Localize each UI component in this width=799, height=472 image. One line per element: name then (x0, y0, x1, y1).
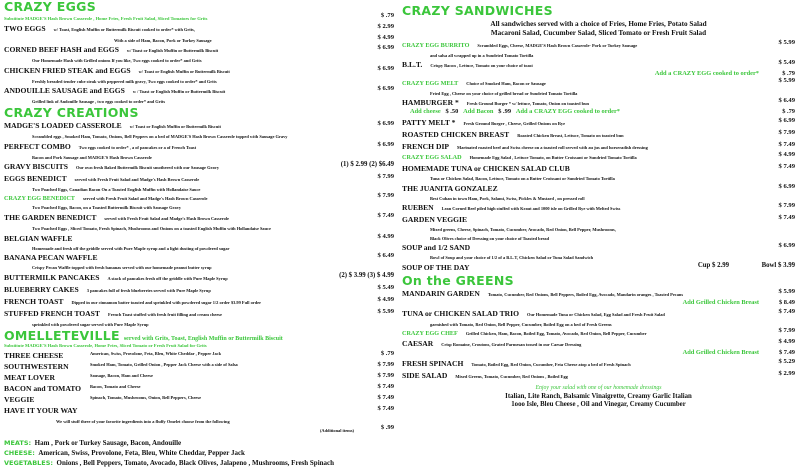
menu-item (4, 193, 394, 203)
sandwich-intro-line-2: Macaroni Salad, Cucumber Salad, Sliced Tomato or Fresh Fruit Salad (490, 29, 707, 37)
item-name: TWO EGGS (4, 23, 46, 33)
section-title: OMELLETEVILLE (4, 328, 120, 344)
sandwich-intro-line-1: All sandwiches served with a choice of Fries, Home Fries, Potato Salad (490, 20, 707, 28)
add-on-row (402, 299, 795, 307)
item-detail: Our Homemade Hash with Grilled onions If you like, Two eggs cooked to order* and Grits (32, 58, 202, 64)
item-size-prices: (1) $ 2.99 (2) $6.49 (340, 161, 394, 169)
menu-item (402, 116, 795, 128)
cup-price: Cup $ 2.99 (697, 261, 729, 269)
item-name: BUTTERMILK PANCAKES (4, 272, 100, 282)
item-price: $ 4.99 (778, 151, 795, 159)
item-detail: Fried Egg , Cheese on your choice of grilled bread or Sundried Tomato Tortilla (430, 90, 578, 96)
item-price: $ 5.99 (778, 287, 795, 295)
item-detail-row (4, 34, 394, 44)
item-price: $ 5.49 (778, 59, 795, 67)
section-omelletteville (4, 329, 394, 435)
item-name: B.L.T. (402, 60, 423, 70)
item-description: Our Homemade Tuna or Chicken Salad, Egg Salad and Fresh Fruit Salad (527, 311, 665, 317)
item-name: CORNED BEEF HASH and EGGS (4, 45, 119, 55)
ingredient-label: VEGETABLES: (4, 459, 54, 468)
item-price: $ .79 (380, 12, 394, 19)
item-price: $ 7.49 (778, 307, 795, 315)
item-price: $ 6.49 (778, 97, 795, 105)
item-name: GRAVY BISCUITS (4, 162, 68, 172)
item-price: $ 4.99 (778, 338, 795, 346)
item-price: $ 7.49 (377, 382, 394, 390)
item-description: Tomato, Cucumber, Red Onions, Bell Peppers, Boiled Egg, Avocado, Mandarin oranges , Toasted Pecans (487, 291, 684, 297)
menu-item (402, 201, 795, 213)
item-name: RUEBEN (402, 203, 434, 213)
item-detail: Homemade and fresh off the griddle served with Pure Maple syrup and a light dusting of powdered sugar (32, 245, 230, 251)
item-description: served with Fresh Fruit Salad and Madge's Hash Brown Casserole (74, 177, 200, 183)
item-price: $ 2.99 (377, 22, 394, 30)
item-name: THE GARDEN BENEDICT (4, 212, 97, 222)
ingredient-list: American, Swiss, Provolone, Feta, Bleu, White Cheddar, Pepper Jack (38, 449, 245, 458)
menu-item (402, 140, 795, 152)
section-subtitle: Substitute MADGE'S Hash Brown Casserole , Home Fries, Fresh Fruit Salad, Sliced Tomatoes for Grits (4, 16, 208, 21)
section-crazy-eggs (4, 0, 394, 105)
item-price: $ 7.49 (377, 393, 394, 401)
section-title-suffix: served with Grits, Toast, English Muffin or Buttermilk Biscuit (123, 336, 283, 343)
item-price: $ 7.99 (377, 360, 394, 368)
item-price: $ 6.49 (377, 252, 394, 260)
section-title: On the GREENS (402, 272, 514, 288)
item-price: $ 7.99 (377, 173, 394, 181)
item-price: $ 7.49 (377, 211, 394, 219)
item-detail: Two Poached Eggs , Sliced Tomato, Fresh Spinach, Mushrooms and Onions on a toasted English Muffin with Hollandaise Sauce (32, 225, 271, 231)
menu-item (4, 232, 394, 243)
add-bacon-label: Add Bacon (463, 108, 494, 116)
item-detail-row (402, 252, 795, 261)
item-name: BACON and TOMATO (4, 383, 82, 393)
item-name: EGGS BENEDICT (4, 174, 67, 184)
item-description: w / Toast or English Muffin or Buttermilk Biscuit (132, 89, 226, 95)
item-price: $ 2.99 (778, 370, 795, 378)
menu-item (402, 357, 795, 369)
item-detail-row (402, 193, 795, 202)
add-egg-label: Add a CRAZY EGG cooked to order* (515, 108, 620, 116)
item-name: MEAT LOVER (4, 372, 55, 382)
item-description: Mixed Greens, Tomato, Cucumber, Red Onions , Boiled Egg (455, 374, 568, 380)
item-name: MANDARIN GARDEN (402, 288, 480, 298)
add-on-label: Add Grilled Chicken Breast (682, 298, 759, 306)
item-list (4, 119, 394, 327)
menu-item (4, 349, 394, 360)
item-description: American, Swiss, Provolone, Feta, Bleu, White Cheddar , Pepper Jack (90, 350, 222, 356)
item-description: w/ Toast or English Muffin or Buttermilk Biscuit (138, 68, 230, 74)
item-description: w/ Toast or English Muffin or Buttermilk Biscuit (129, 123, 221, 129)
item-price: $ 6.99 (377, 140, 394, 148)
section-crazy-sandwiches (402, 4, 795, 272)
menu-item (402, 369, 795, 381)
item-detail: Bacon and Pork Sausage and MADGE'S Hash Brown Casserole (32, 154, 152, 160)
item-price: $ 6.99 (377, 44, 394, 52)
right-column (402, 0, 795, 472)
item-detail-row (402, 224, 795, 233)
item-name: CRAZY EGG BENEDICT (4, 194, 75, 202)
item-name: ANDOUILLE SAUSAGE and EGGS (4, 86, 125, 96)
item-name: PERFECT COMBO (4, 141, 71, 151)
menu-item (4, 64, 394, 76)
item-description: 3 pancakes full of fresh blueberries served with Pure Maple Syrup (86, 287, 211, 293)
item-list (402, 287, 795, 381)
item-detail-row (4, 184, 394, 193)
item-detail: Black Olives choice of Dressing on your choice of Toasted bread (430, 235, 550, 241)
item-description: Marinated roasted beef and Swiss cheese on a toasted roll served with au jus and horseradish dressing (457, 145, 648, 151)
item-price: $ 5.49 (377, 283, 394, 291)
item-name: CRAZY EGG MELT (402, 80, 459, 88)
item-price: $ 6.99 (377, 85, 394, 93)
item-detail: Mixed greens, Cheese, Spinach, Tomato, Cucumber, Avocado, Red Onion, Bell Pepper, Mushrooms, (430, 227, 616, 233)
ingredient-list: Ham , Pork or Turkey Sausage, Bacon, Andouille (34, 439, 182, 448)
menu-item (402, 241, 795, 252)
add-on-price: $ 7.49 (779, 349, 795, 357)
add-bacon-price: $ .99 (498, 108, 512, 116)
item-price: $ 6.99 (377, 64, 394, 72)
dressing-intro: Enjoy your salad with one of our homemade dressings (535, 385, 662, 392)
ingredient-label: CHEESE: (4, 449, 35, 458)
menu-item (4, 43, 394, 55)
item-description: Homemade Egg Salad , Lettuce Tomato, on Butter Croissant or Sundried Tomato Tortilla (469, 155, 637, 161)
item-name: GARDEN VEGGIE (402, 215, 468, 225)
ingredient-list: Onions , Bell Peppers, Tomato, Avocado, Black Olives, Jalapeno , Mushrooms, Fresh Spinach (56, 459, 335, 468)
item-name: CRAZY EGG CHEF (402, 329, 458, 337)
item-detail-row (4, 223, 394, 232)
add-cheese-label: Add cheese (410, 108, 441, 116)
item-detail: garnished with Tomato, Red Onion, Bell Pepper, Cucumber, Boiled Egg on a bed of Fresh Greens (430, 321, 612, 327)
item-price: $ 4.99 (377, 295, 394, 303)
item-detail: Scrambled eggs , Smoked Ham, Tomato, Onions, Bell Peppers on a bed of MADGE'S Hash Brown Casserole topped with Sausage Gravy (32, 133, 288, 139)
item-detail-row (4, 243, 394, 252)
item-detail: Freshly breaded tender cube steak with peppered milk gravy, Two eggs cooked to order* and Grits (32, 78, 217, 84)
menu-item (4, 84, 394, 96)
ingredient-label: MEATS: (4, 439, 32, 448)
menu-item (402, 40, 795, 50)
dressing-list-1: Italian, Lite Ranch, Balsamic Vinaigrette, Creamy Garlic Italian (505, 392, 692, 400)
item-list (402, 40, 795, 272)
item-name: VEGGIE (4, 394, 35, 404)
menu-item (402, 128, 795, 140)
item-price: $ 7.49 (377, 404, 394, 412)
menu-item (4, 172, 394, 184)
menu-item (402, 182, 795, 193)
menu-item (4, 211, 394, 223)
menu-item (4, 393, 394, 404)
item-price: $ .79 (380, 349, 394, 357)
add-on-price: $ 8.49 (779, 298, 795, 306)
bowl-price: Bowl $ 3.99 (761, 261, 795, 269)
item-detail-row (4, 131, 394, 140)
item-description: Crisp Romaine, Croutons, Grated Parmesan tossed in our Caesar Dressing (441, 342, 582, 348)
item-name: BANANA PECAN WAFFLE (4, 253, 98, 263)
item-description: Sausage, Bacon, Ham and Cheese (90, 372, 153, 378)
item-detail: sprinkled with powdered sugar served with Pure Maple Syrup (32, 321, 149, 327)
item-detail: Best Cuban in town Ham, Pork, Salami, Swiss, Pickles & Mustard , on pressed roll (430, 195, 585, 201)
item-name: STUFFED FRENCH TOAST (4, 308, 100, 318)
item-description: Crispy Bacon , Lettuce, Tomato on your choice of toast (430, 63, 533, 69)
item-list (4, 349, 394, 415)
item-name: FRENCH DIP (402, 142, 450, 152)
item-price: $ 5.29 (778, 358, 795, 366)
item-description: We will stuff three of your favorite ingredients into a fluffy Omelet choose from the following (56, 418, 230, 424)
item-description: French Toast stuffed with fresh fruit filling and cream cheese (107, 311, 222, 317)
item-name: SOUTHWESTERN (4, 361, 69, 371)
item-description: Bacon, Tomato and Cheese (90, 383, 141, 389)
item-price: $ 7.49 (778, 214, 795, 222)
item-size-prices: (2) $ 3.99 (3) $ 4.99 (339, 271, 394, 279)
item-price: $ 6.99 (778, 117, 795, 125)
add-on-label: Add Grilled Chicken Breast (682, 349, 759, 357)
item-price: $ 4.99 (377, 232, 394, 240)
item-description: Roasted Chicken Breast, Lettuce, Tomato on toasted bun (517, 133, 624, 139)
item-price: $ 4.99 (377, 33, 394, 41)
item-price: $ 6.99 (778, 242, 795, 250)
ingredient-row (4, 458, 394, 468)
item-name: CRAZY EGG BURRITO (402, 42, 470, 49)
item-list (4, 22, 394, 105)
item-description: w/ Toast, English Muffin or Buttermilk Biscuit cooked to order* with Grits, (53, 26, 195, 32)
item-description: Dipped in our cinnamon batter toasted and sprinkled with powdered sugar 1/2 order $3.99 Full order (71, 299, 262, 305)
menu-item (4, 160, 394, 172)
ingredient-row (4, 438, 394, 448)
item-price: $ 5.99 (377, 307, 394, 315)
item-price: $ 7.99 (377, 371, 394, 379)
section-crazy-creations (4, 106, 394, 327)
item-description: Smoked Ham, Tomato, Grilled Onion , Pepper Jack Cheese with a side of Salsa (90, 361, 238, 367)
item-name: THREE CHEESE (4, 350, 64, 360)
menu-item (4, 271, 394, 283)
item-price: $ 7.99 (778, 129, 795, 137)
item-description: Choice of Smoked Ham, Bacon or Sausage (466, 81, 546, 87)
item-description: Fresh Ground Burger , Cheese, Grilled Onions on Rye (463, 121, 566, 127)
item-detail-row (402, 233, 795, 242)
item-detail-row (4, 152, 394, 161)
item-name: SOUP and 1/2 SAND (402, 243, 471, 253)
item-detail-row (4, 76, 394, 85)
add-on-row (402, 349, 795, 357)
dressing-list-2: 1ooo Isle, Bleu Cheese , Oil and Vinegar, Creamy Cucumber (511, 401, 686, 409)
menu-item (4, 295, 394, 307)
item-name: THE JUANITA GONZALEZ (402, 183, 498, 193)
menu-item (4, 22, 394, 34)
ingredient-footer (4, 438, 394, 468)
item-description: Lean Corned Beef piled high stuffed with Kraut and 1000 isle on Grilled Rye with Melted Swiss (441, 206, 621, 212)
menu-item (402, 337, 795, 349)
item-name: FRESH SPINACH (402, 359, 464, 369)
menu-item (4, 251, 394, 262)
menu-item (402, 287, 795, 299)
item-detail-row (4, 96, 394, 105)
item-detail: Bowl of Soup and your choice of 1/2 of a B.L.T, Chicken Salad or Tuna Salad Sandwich (430, 255, 594, 261)
menu-item (402, 328, 795, 338)
menu-item (4, 140, 394, 152)
section-title: CRAZY EGGS (4, 0, 97, 14)
item-description: Tomato, Boiled Egg, Red Onion, Cucumber, Feta Cheese atop a bed of Fresh Spinach (471, 362, 631, 368)
menu-item (402, 152, 795, 162)
item-price: $ 6.99 (778, 182, 795, 190)
item-description: Scrambled Eggs, Cheese, MADGE'S Hash Brown Casserole- Pork or Turkey Sausage (477, 43, 638, 48)
item-description: Fresh Ground Burger * w/ lettuce, Tomato, Onion on toasted bun (466, 101, 589, 107)
item-detail-row (402, 50, 795, 59)
item-price: $ 7.99 (778, 326, 795, 334)
additional-items-price: $ .99 (380, 424, 394, 432)
item-description: w/ Toast or English Muffin or Buttermilk Biscuit (126, 48, 219, 54)
menu-item (4, 404, 394, 415)
item-detail-row (4, 319, 394, 328)
item-price: $ 7.99 (377, 191, 394, 199)
add-on-price: $ .79 (782, 70, 795, 78)
item-name: ROASTED CHICKEN BREAST (402, 130, 510, 140)
item-description: served with Fresh Fruit Salad and Madge's Hash Brown Casserole (104, 215, 229, 221)
item-price: $ 5.99 (778, 39, 795, 46)
left-column (4, 0, 394, 472)
ingredient-row (4, 448, 394, 458)
item-detail-row (4, 202, 394, 211)
item-name: CRAZY EGG SALAD (402, 154, 462, 162)
menu-item (402, 307, 795, 319)
section-subtitle: Substitute MADGE'S Hash Brown Casserole, Home Fries, Sliced Tomato or Fresh Fruit Salad for Grits (4, 342, 207, 348)
item-name: HAVE IT YOUR WAY (4, 405, 78, 415)
menu-item (4, 382, 394, 393)
section-title: CRAZY CREATIONS (4, 104, 139, 120)
item-detail: and salsa all wrapped up in a Sundried Tomato Tortilla (430, 52, 534, 58)
item-detail-row (4, 262, 394, 271)
item-name: TUNA or CHICKEN SALAD TRIO (402, 308, 520, 318)
item-detail-row (4, 55, 394, 64)
menu-item (4, 307, 394, 319)
menu-item (402, 162, 795, 173)
item-detail: Two Poached Eggs, Bacon, on a Toasted Buttermilk Biscuit with Sausage Gravy (32, 205, 182, 211)
item-description: Grilled Chicken, Ham, Bacon, Boiled Egg, Tomato, Avocado, Red Onion, Bell Pepper, Cucumber (465, 330, 647, 336)
additional-items-label: (Additional items) (319, 428, 354, 434)
item-name: MADGE'S LOADED CASSEROLE (4, 120, 122, 130)
item-detail: Tuna or Chicken Salad, Bacon, Lettuce, Tomato on a Butter Croissant or Sundried Tomato Tortilla (430, 175, 615, 181)
item-price: $ 7.49 (778, 141, 795, 149)
menu-item (402, 213, 795, 224)
section-on-the-greens (402, 274, 795, 410)
menu-item (4, 371, 394, 382)
item-detail: Crispy Pecan Waffle topped with fresh bananas served with our homemade peanut butter syrup (32, 265, 212, 271)
item-description: Our own fresh Baked Buttermilk Biscuit smothered with our Sausage Gravy (75, 165, 220, 171)
section-title: CRAZY SANDWICHES (402, 3, 553, 18)
item-description: Spinach, Tomato, Mushrooms, Onion, Bell Peppers, Cheese (90, 394, 202, 400)
item-detail: Two Poached Eggs, Canadian Bacon On a Toasted English Muffin with Hollandaise Sauce (32, 187, 201, 193)
item-name: SOUP OF THE DAY (402, 262, 470, 272)
menu-item (402, 78, 795, 88)
item-name: CAESAR (402, 339, 434, 349)
item-name: BELGIAN WAFFLE (4, 233, 73, 243)
item-detail-row (402, 173, 795, 182)
menu-item (402, 58, 795, 70)
menu-item (402, 96, 795, 108)
item-price: $ 7.99 (778, 202, 795, 210)
add-on-label: Add a CRAZY EGG cooked to order* (654, 70, 759, 78)
add-egg-price: $ .79 (782, 108, 795, 116)
item-price: $ 7.49 (778, 162, 795, 170)
item-name: HAMBURGER * (402, 98, 459, 108)
item-name: HOMEMADE TUNA or CHICKEN SALAD CLUB (402, 163, 570, 173)
item-name: CHICKEN FRIED STEAK and EGGS (4, 65, 131, 75)
item-description: Two eggs cooked to order* , a of pancakes or a of French Toast (78, 144, 197, 150)
add-cheese-price: $ .50 (445, 108, 459, 116)
item-name: BLUEBERRY CAKES (4, 284, 79, 294)
item-name: SIDE SALAD (402, 371, 448, 381)
item-detail: With a side of Ham, Bacon, Pork or Turkey Sausage (114, 37, 212, 43)
item-price: $ 5.99 (778, 77, 795, 85)
item-name: FRENCH TOAST (4, 296, 64, 306)
item-name: PATTY MELT * (402, 118, 456, 128)
menu-item (402, 261, 795, 272)
menu-item (4, 119, 394, 131)
item-detail: Grilled link of Andouille Sausage , two eggs cooked to order* and Grits (32, 99, 166, 105)
item-description: served with Fresh Fruit Salad and Madge's Hash Brown Casserole (82, 195, 208, 201)
item-description: A stack of pancakes fresh off the griddle with Pure Maple Syrup (107, 275, 228, 281)
item-price: $ 6.99 (377, 119, 394, 127)
